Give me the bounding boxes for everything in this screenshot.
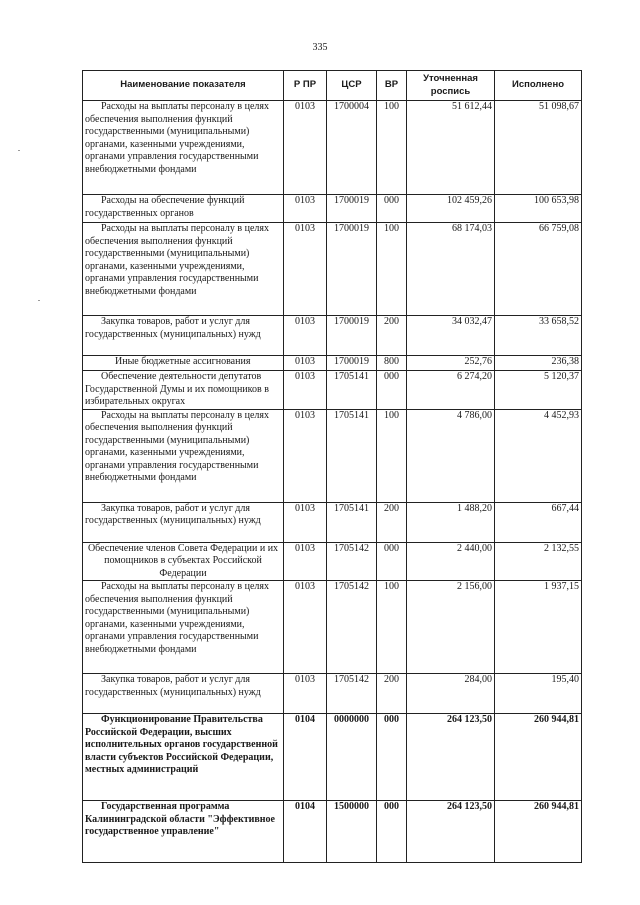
table-row	[83, 502, 582, 542]
row-plan: 252,76	[407, 356, 495, 371]
row-done: 260 944,81	[495, 714, 582, 801]
header-name: Наименование показателя	[83, 71, 284, 101]
row-csr: 1500000	[327, 801, 377, 863]
row-name: Обеспечение деятельности депутатов Государственной Думы и их помощников в избирательных округах	[83, 371, 284, 410]
row-rpr: 0103	[284, 581, 327, 674]
row-rpr: 0103	[284, 356, 327, 371]
row-plan: 264 123,50	[407, 801, 495, 863]
budget-table	[82, 70, 582, 863]
row-vr: 100	[377, 409, 407, 502]
row-plan: 2 440,00	[407, 542, 495, 581]
table-header-row	[83, 71, 582, 101]
header-plan: Уточненная роспись	[407, 71, 495, 101]
row-rpr: 0103	[284, 316, 327, 356]
table-row	[83, 801, 582, 863]
row-name: Закупка товаров, работ и услуг для государственных (муниципальных) нужд	[83, 316, 284, 356]
row-name: Функционирование Правительства Российской Федерации, высших исполнительных органов государственной власти субъектов Российской Федерации, местных администраций	[83, 714, 284, 801]
page-number: 335	[312, 42, 328, 53]
row-rpr: 0104	[284, 714, 327, 801]
row-rpr: 0103	[284, 502, 327, 542]
row-plan: 102 459,26	[407, 195, 495, 223]
row-vr: 100	[377, 101, 407, 195]
row-rpr: 0103	[284, 101, 327, 195]
header-vr: ВР	[377, 71, 407, 101]
header-rpr: Р ПР	[284, 71, 327, 101]
row-vr: 000	[377, 542, 407, 581]
table-row	[83, 542, 582, 581]
row-plan: 4 786,00	[407, 409, 495, 502]
row-vr: 800	[377, 356, 407, 371]
row-plan: 284,00	[407, 674, 495, 714]
row-plan: 264 123,50	[407, 714, 495, 801]
scan-mark	[18, 150, 20, 151]
row-done: 51 098,67	[495, 101, 582, 195]
row-csr: 1705142	[327, 674, 377, 714]
table-row	[83, 223, 582, 316]
table-row	[83, 316, 582, 356]
row-plan: 1 488,20	[407, 502, 495, 542]
row-csr: 1700019	[327, 223, 377, 316]
row-name: Закупка товаров, работ и услуг для государственных (муниципальных) нужд	[83, 674, 284, 714]
row-done: 33 658,52	[495, 316, 582, 356]
row-rpr: 0104	[284, 801, 327, 863]
row-done: 100 653,98	[495, 195, 582, 223]
row-name: Расходы на выплаты персоналу в целях обеспечения выполнения функций государственными (муниципальными) органами, казенными учреждениями, органами управления государственными внебюджетными фондами	[83, 409, 284, 502]
row-rpr: 0103	[284, 674, 327, 714]
table-row	[83, 371, 582, 410]
row-rpr: 0103	[284, 223, 327, 316]
row-csr: 1700019	[327, 316, 377, 356]
row-name: Расходы на выплаты персоналу в целях обеспечения выполнения функций государственными (муниципальными) органами, казенными учреждениями, органами управления государственными внебюджетными фондами	[83, 581, 284, 674]
row-csr: 1705142	[327, 581, 377, 674]
row-csr: 1705141	[327, 371, 377, 410]
row-vr: 000	[377, 195, 407, 223]
table-row	[83, 581, 582, 674]
row-name: Расходы на выплаты персоналу в целях обеспечения выполнения функций государственными (муниципальными) органами, казенными учреждениями, органами управления государственными внебюджетными фондами	[83, 101, 284, 195]
row-plan: 2 156,00	[407, 581, 495, 674]
scan-mark	[38, 300, 40, 301]
row-vr: 000	[377, 371, 407, 410]
table-row	[83, 195, 582, 223]
row-done: 5 120,37	[495, 371, 582, 410]
table-row	[83, 674, 582, 714]
row-rpr: 0103	[284, 371, 327, 410]
row-name: Обеспечение членов Совета Федерации и их помощников в субъектах Российской Федерации	[83, 542, 284, 581]
row-done: 667,44	[495, 502, 582, 542]
row-done: 1 937,15	[495, 581, 582, 674]
row-done: 236,38	[495, 356, 582, 371]
row-csr: 1700019	[327, 195, 377, 223]
row-csr: 1705141	[327, 502, 377, 542]
row-name: Государственная программа Калининградской области "Эффективное государственное управление"	[83, 801, 284, 863]
header-csr: ЦСР	[327, 71, 377, 101]
row-vr: 100	[377, 581, 407, 674]
table-row	[83, 714, 582, 801]
row-csr: 1705142	[327, 542, 377, 581]
table-row	[83, 356, 582, 371]
row-vr: 200	[377, 502, 407, 542]
row-done: 66 759,08	[495, 223, 582, 316]
row-csr: 1705141	[327, 409, 377, 502]
row-vr: 000	[377, 801, 407, 863]
row-vr: 100	[377, 223, 407, 316]
row-rpr: 0103	[284, 195, 327, 223]
row-vr: 200	[377, 674, 407, 714]
row-rpr: 0103	[284, 542, 327, 581]
row-done: 260 944,81	[495, 801, 582, 863]
row-done: 195,40	[495, 674, 582, 714]
header-done: Исполнено	[495, 71, 582, 101]
row-rpr: 0103	[284, 409, 327, 502]
row-name: Расходы на выплаты персоналу в целях обеспечения выполнения функций государственными (муниципальными) органами, казенными учреждениями, органами управления государственными внебюджетными фондами	[83, 223, 284, 316]
row-done: 2 132,55	[495, 542, 582, 581]
row-csr: 0000000	[327, 714, 377, 801]
row-csr: 1700004	[327, 101, 377, 195]
row-name: Закупка товаров, работ и услуг для государственных (муниципальных) нужд	[83, 502, 284, 542]
row-csr: 1700019	[327, 356, 377, 371]
row-plan: 6 274,20	[407, 371, 495, 410]
table-row	[83, 409, 582, 502]
row-plan: 34 032,47	[407, 316, 495, 356]
table-row	[83, 101, 582, 195]
row-plan: 51 612,44	[407, 101, 495, 195]
row-name: Иные бюджетные ассигнования	[83, 356, 284, 371]
row-vr: 000	[377, 714, 407, 801]
row-done: 4 452,93	[495, 409, 582, 502]
row-name: Расходы на обеспечение функций государственных органов	[83, 195, 284, 223]
row-vr: 200	[377, 316, 407, 356]
row-plan: 68 174,03	[407, 223, 495, 316]
